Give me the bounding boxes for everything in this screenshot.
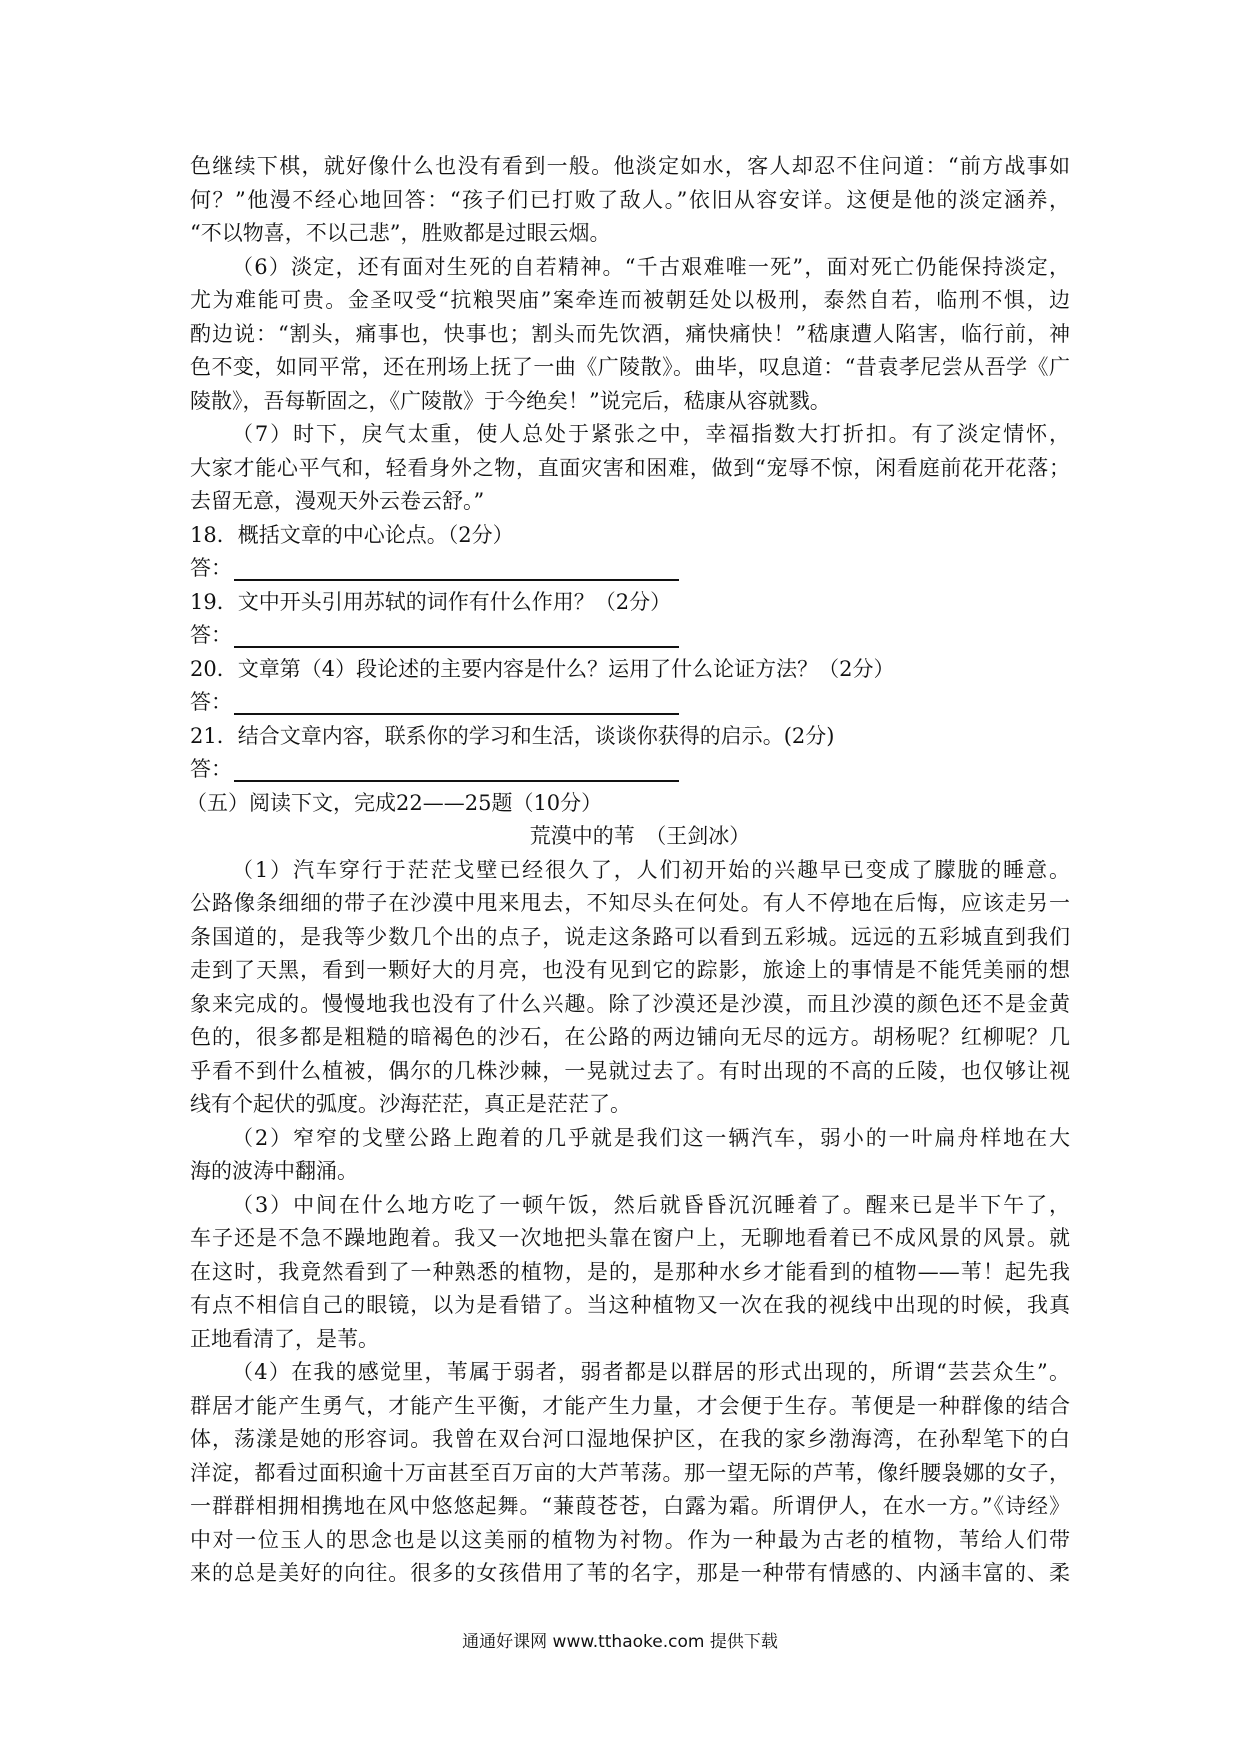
text-line: （6）淡定，还有面对生死的自若精神。“千古艰难唯一死”，面对死亡仍能保持淡定， — [232, 254, 1070, 279]
text-line: 中对一位玉人的思念也是以这美丽的植物为衬物。作为一种最为古老的植物，苇给人们带 — [190, 1527, 1070, 1552]
question-text: 21．结合文章内容，联系你的学习和生活，谈谈你获得的启示。(2分) — [190, 723, 835, 748]
paragraph-7 — [190, 418, 1070, 519]
text-line: 公路像条细细的带子在沙漠中甩来甩去，不知尽头在何处。有人不停地在后悔，应该走另一 — [190, 891, 1070, 915]
answer-blank[interactable] — [234, 691, 679, 715]
text-line: 来的总是美好的向往。很多的女孩借用了苇的名字，那是一种带有情感的、内涵丰富的、柔 — [190, 1561, 1070, 1585]
question-text: 18．概括文章的中心论点。（2分） — [190, 522, 514, 547]
answer-label: 答： — [190, 556, 232, 580]
text-line: 乎看不到什么植被，偶尔的几株沙棘，一晃就过去了。有时出现的不高的丘陵，也仅够让视 — [190, 1058, 1070, 1083]
text-line: 车子还是不急不躁地跑着。我又一次地把头靠在窗户上，无聊地看着已不成风景的风景。就 — [190, 1226, 1070, 1250]
exam-page — [186, 150, 1070, 1591]
text-line: 海的波涛中翻涌。 — [190, 1159, 358, 1183]
answer-label: 答： — [190, 690, 232, 714]
question-19 — [190, 586, 1070, 653]
answer-blank[interactable] — [234, 557, 679, 581]
text-line: （4）在我的感觉里，苇属于弱者，弱者都是以群居的形式出现的，所谓“芸芸众生”。 — [232, 1360, 1070, 1384]
text-line: （1）汽车穿行于茫茫戈壁已经很久了，人们初开始的兴趣早已变成了朦胧的睡意。 — [232, 857, 1070, 882]
text-line: 色的，很多都是粗糙的暗褐色的沙石，在公路的两边铺向无尽的远方。胡杨呢？红柳呢？几 — [190, 1025, 1070, 1049]
text-line: 走到了天黑，看到一颗好大的月亮，也没有见到它的踪影，旅途上的事情是不能凭美丽的想 — [190, 958, 1070, 982]
answer-label: 答： — [190, 623, 232, 647]
text-line: 正地看清了，是苇。 — [190, 1326, 379, 1351]
text-line: 群居才能产生勇气，才能产生平衡，才能产生力量，才会便于生存。苇便是一种群像的结合 — [190, 1393, 1070, 1418]
question-text: 19．文中开头引用苏轼的词作有什么作用？（2分） — [190, 589, 672, 614]
question-20 — [190, 653, 1070, 720]
text-line: 色不变，如同平常，还在刑场上抚了一曲《广陵散》。曲毕，叹息道：“昔袁孝尼尝从吾学《广 — [190, 355, 1070, 379]
text-line: 线有个起伏的弧度。沙海茫茫，真正是茫茫了。 — [190, 1092, 631, 1116]
paragraph-6 — [190, 251, 1070, 419]
answer-row — [190, 619, 1070, 653]
answer-label: 答： — [190, 757, 232, 781]
text-line: （7）时下，戾气太重，使人总处于紧张之中，幸福指数大打折扣。有了淡定情怀， — [232, 422, 1070, 446]
text-line: 去留无意，漫观天外云卷云舒。” — [190, 489, 485, 513]
section-heading: （五）阅读下文，完成22——25题（10分） — [186, 790, 603, 815]
text-line: “不以物喜，不以己悲”，胜败都是过眼云烟。 — [190, 221, 611, 245]
passage-b-paragraph-4 — [190, 1356, 1070, 1591]
answer-row — [190, 686, 1070, 720]
text-line: 大家才能心平气和，轻看身外之物，直面灾害和困难，做到“宠辱不惊，闲看庭前花开花落； — [190, 455, 1070, 480]
text-line: 在这时，我竟然看到了一种熟悉的植物，是的，是那种水乡才能看到的植物——苇！起先我 — [190, 1259, 1070, 1284]
text-line: 陵散》，吾每靳固之，《广陵散》于今绝矣！”说完后，嵇康从容就戮。 — [190, 388, 831, 413]
text-line: 尤为难能可贵。金圣叹受“抗粮哭庙”案牵连而被朝廷处以极刑，泰然自若，临刑不惧，边 — [190, 288, 1070, 312]
text-line: 色继续下棋，就好像什么也没有看到一般。他淡定如水，客人却忍不住问道：“前方战事如 — [190, 154, 1070, 178]
text-line: 一群群相拥相携地在风中悠悠起舞。“蒹葭苍苍，白露为霜。所谓伊人，在水一方。”《诗经》 — [190, 1494, 1070, 1518]
paragraph-5-continued — [190, 150, 1070, 251]
text-line: 有点不相信自己的眼镜，以为是看错了。当这种植物又一次在我的视线中出现的时候，我真 — [190, 1293, 1070, 1317]
question-text: 20．文章第（4）段论述的主要内容是什么？运用了什么论证方法？（2分） — [190, 656, 895, 681]
text-line: 洋淀，都看过面积逾十万亩甚至百万亩的大芦苇荡。那一望无际的芦苇，像纤腰袅娜的女子， — [190, 1460, 1070, 1485]
text-line: 象来完成的。慢慢地我也没有了什么兴趣。除了沙漠还是沙漠，而且沙漠的颜色还不是金黄 — [190, 991, 1070, 1016]
answer-row — [190, 552, 1070, 586]
text-line: 酌边说：“割头，痛事也，快事也；割头而先饮酒，痛快痛快！”嵇康遭人陷害，临行前，神 — [190, 321, 1070, 346]
text-line: （3）中间在什么地方吃了一顿午饭，然后就昏昏沉沉睡着了。醒来已是半下午了， — [232, 1192, 1070, 1217]
question-21 — [190, 720, 1070, 787]
passage-title: 荒漠中的苇 （王剑冰） — [529, 824, 751, 848]
text-line: 条国道的，是我等少数几个出的点子，说走这条路可以看到五彩城。远远的五彩城直到我们 — [190, 924, 1070, 949]
passage-b-paragraph-3 — [190, 1189, 1070, 1357]
answer-blank[interactable] — [234, 624, 679, 648]
text-line: 何？”他漫不经心地回答：“孩子们已打败了敌人。”依旧从容安详。这便是他的淡定涵养， — [190, 187, 1070, 212]
question-18 — [190, 519, 1070, 586]
answer-blank[interactable] — [234, 758, 679, 782]
page-footer: 通通好课网 www.tthaoke.com 提供下载 — [462, 1632, 778, 1652]
passage-b-paragraph-2 — [190, 1122, 1070, 1189]
text-line: （2）窄窄的戈壁公路上跑着的几乎就是我们这一辆汽车，弱小的一叶扁舟样地在大 — [232, 1125, 1070, 1150]
passage-b-paragraph-1 — [190, 854, 1070, 1122]
answer-row — [190, 753, 1070, 787]
text-line: 体，荡漾是她的形容词。我曾在双台河口湿地保护区，在我的家乡渤海湾，在孙犁笔下的白 — [190, 1427, 1070, 1451]
